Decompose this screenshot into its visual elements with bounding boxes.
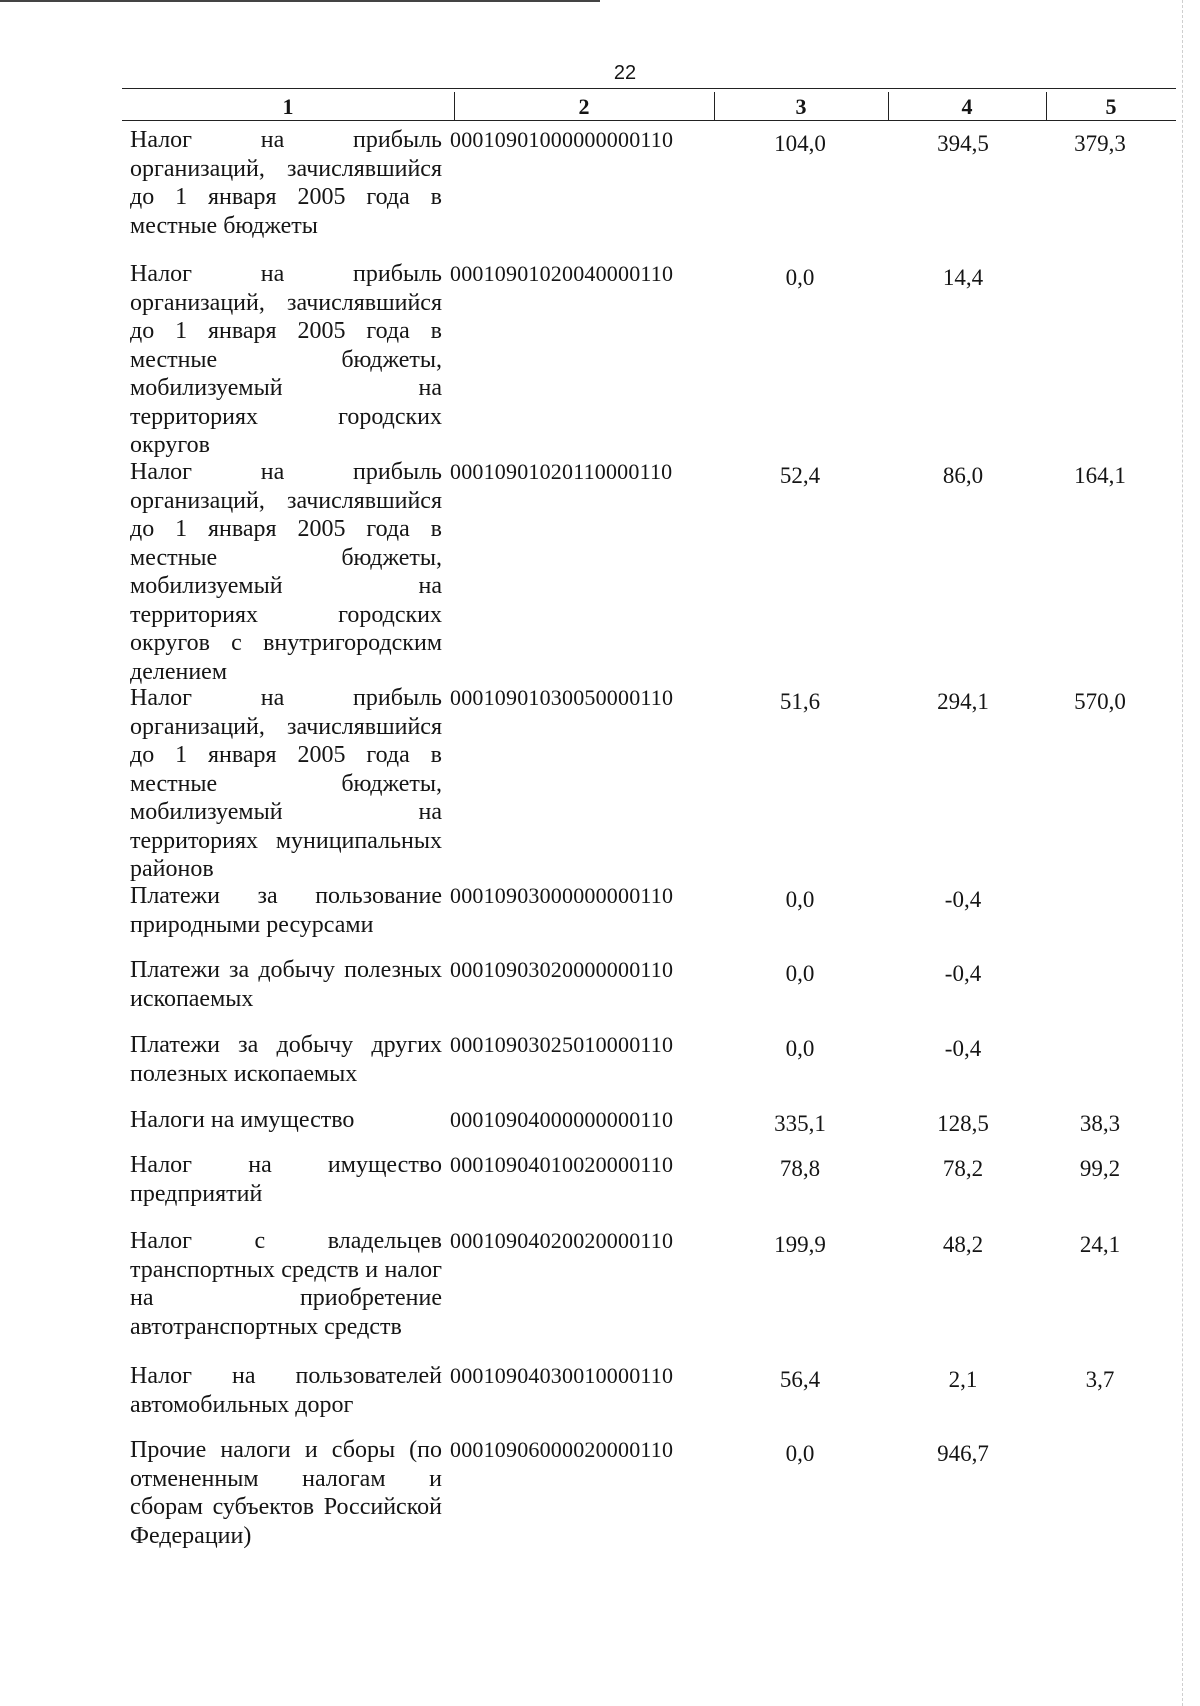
header-divider [1046, 92, 1047, 121]
row-value-col4: 394,5 [937, 131, 989, 156]
row-name: Налог на имущество предприятий [130, 1152, 442, 1207]
table-top-rule [122, 88, 1176, 89]
row-code: 00010901030050000110 [450, 685, 674, 710]
row-value-col4: -0,4 [944, 1036, 982, 1061]
row-value-col5: 570,0 [1074, 689, 1126, 714]
top-scan-line [0, 0, 600, 2]
row-value-col5: 379,3 [1074, 131, 1126, 156]
header-divider [888, 92, 889, 121]
row-value-col3: 335,1 [774, 1111, 826, 1136]
row-name: Налоги на имущество [130, 1107, 355, 1133]
header-col-4: 4 [961, 94, 973, 119]
row-name: Налог на прибыль организаций, зачислявшийся до 1 января 2005 года в местные бюджеты, мобилизуемый на территориях городских округов с внутригородским делением [130, 459, 442, 685]
row-value-col4: -0,4 [944, 961, 982, 986]
row-value-col5: 3,7 [1085, 1367, 1115, 1392]
row-name: Платежи за пользование природными ресурсами [130, 883, 442, 938]
row-value-col4: -0,4 [944, 887, 982, 912]
row-value-col5: 24,1 [1079, 1232, 1121, 1257]
row-value-col4: 48,2 [942, 1232, 984, 1257]
row-code: 00010901020040000110 [450, 261, 674, 286]
right-scan-edge [1182, 0, 1183, 1706]
header-divider [714, 92, 715, 121]
row-code: 00010903000000000110 [450, 883, 674, 908]
row-name: Налог на пользователей автомобильных дорог [130, 1363, 442, 1418]
table-header-row [122, 92, 1176, 121]
row-value-col3: 51,6 [779, 689, 821, 714]
row-name: Платежи за добычу полезных ископаемых [130, 957, 442, 1012]
row-value-col4: 86,0 [942, 463, 984, 488]
row-code: 00010901020110000110 [450, 459, 673, 484]
row-name: Налог на прибыль организаций, зачислявшийся до 1 января 2005 года в местные бюджеты, мобилизуемый на территориях городских округов [130, 261, 442, 458]
row-value-col3: 0,0 [785, 961, 815, 986]
row-code: 00010904020020000110 [450, 1228, 674, 1253]
row-value-col3: 104,0 [774, 131, 826, 156]
page-number: 22 [613, 62, 637, 84]
row-code: 00010901000000000110 [450, 127, 674, 152]
row-value-col4: 128,5 [937, 1111, 989, 1136]
row-value-col4: 14,4 [942, 265, 984, 290]
row-value-col3: 0,0 [785, 1441, 815, 1466]
header-col-5: 5 [1105, 94, 1117, 119]
row-name: Налог на прибыль организаций, зачислявшийся до 1 января 2005 года в местные бюджеты, мобилизуемый на территориях муниципальных районов [130, 685, 442, 882]
row-value-col4: 78,2 [942, 1156, 984, 1181]
row-code: 00010904030010000110 [450, 1363, 674, 1388]
row-value-col5: 99,2 [1079, 1156, 1121, 1181]
row-name: Платежи за добычу других полезных ископаемых [130, 1032, 442, 1087]
row-value-col4: 2,1 [948, 1367, 978, 1392]
row-value-col4: 294,1 [937, 689, 989, 714]
row-code: 00010903025010000110 [450, 1032, 674, 1057]
row-value-col3: 56,4 [779, 1367, 821, 1392]
row-name: Налог с владельцев транспортных средств и налог на приобретение автотранспортных средств [130, 1228, 442, 1340]
row-value-col3: 199,9 [774, 1232, 826, 1257]
row-name: Налог на прибыль организаций, зачислявшийся до 1 января 2005 года в местные бюджеты [130, 127, 442, 239]
row-value-col4: 946,7 [937, 1441, 989, 1466]
row-code: 00010904010020000110 [450, 1152, 674, 1177]
row-code: 00010906000020000110 [450, 1437, 674, 1462]
header-col-3: 3 [795, 94, 807, 119]
header-col-2: 2 [578, 94, 590, 119]
row-value-col3: 78,8 [779, 1156, 821, 1181]
row-code: 00010903020000000110 [450, 957, 674, 982]
header-divider [454, 92, 455, 121]
row-value-col3: 0,0 [785, 887, 815, 912]
row-value-col3: 52,4 [779, 463, 821, 488]
row-value-col5: 38,3 [1079, 1111, 1121, 1136]
row-value-col5: 164,1 [1074, 463, 1126, 488]
row-name: Прочие налоги и сборы (по отмененным налогам и сборам субъектов Российской Федерации) [130, 1437, 442, 1549]
row-value-col3: 0,0 [785, 265, 815, 290]
header-col-1: 1 [282, 94, 294, 119]
row-code: 00010904000000000110 [450, 1107, 674, 1132]
row-value-col3: 0,0 [785, 1036, 815, 1061]
